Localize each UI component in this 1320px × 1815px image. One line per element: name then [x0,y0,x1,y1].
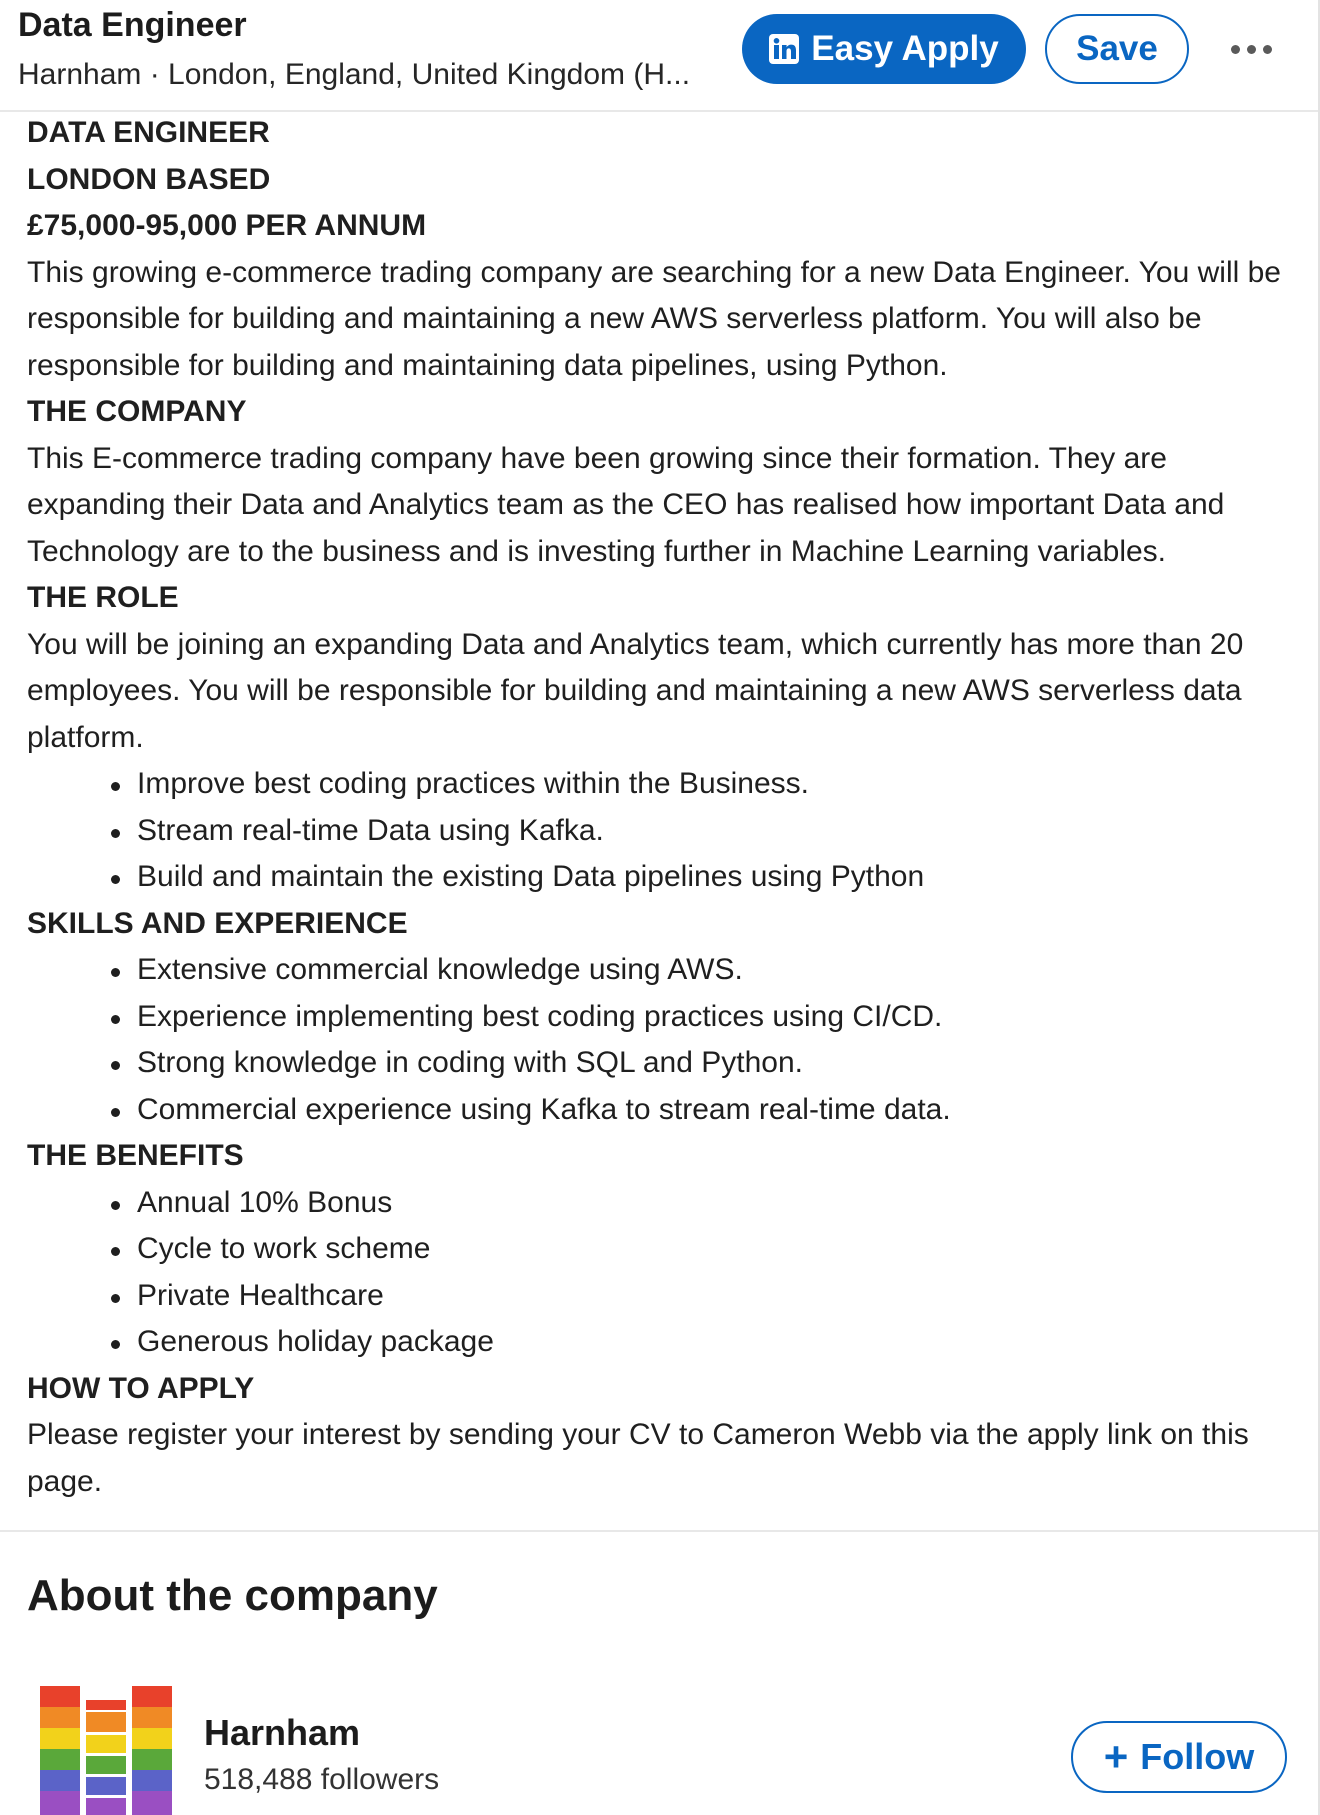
list-item: Experience implementing best coding practices using CI/CD. [137,994,1297,1041]
section-divider [0,1530,1318,1532]
role-heading: THE ROLE [27,581,179,614]
list-item: Generous holiday package [137,1319,1297,1366]
role-paragraph: You will be joining an expanding Data and Analytics team, which currently has more than 20 employees. You will be responsible for building and maintaining a new AWS serverless data platform. [27,627,1244,754]
about-company-title: About the company [27,1571,438,1620]
skills-heading: SKILLS AND EXPERIENCE [27,906,408,940]
apply-paragraph: Please register your interest by sending your CV to Cameron Webb via the apply link on this page. [27,1418,1249,1498]
company-paragraph: This E-commerce trading company have been growing since their formation. They are expanding their Data and Analytics team as the CEO has realised how important Data and Technology are to the business and is investing further in Machine Learning variables. [27,441,1225,568]
benefits-heading: THE BENEFITS [27,1139,244,1172]
company-heading: THE COMPANY [27,395,247,428]
plus-icon: + [1103,1733,1129,1780]
benefits-list [27,1180,1297,1366]
job-header [0,0,1318,112]
more-horizontal-icon [1231,45,1240,54]
easy-apply-label: Easy Apply [811,29,999,68]
heading-location: LONDON BASED [27,162,271,196]
more-options-button[interactable] [1215,18,1287,80]
more-horizontal-icon [1247,45,1256,54]
list-item: Strong knowledge in coding with SQL and Python. [137,1040,1297,1087]
save-button[interactable]: Save [1045,14,1189,84]
harnham-rainbow-logo[interactable] [40,1686,172,1815]
easy-apply-button[interactable] [742,14,1026,84]
role-list [27,761,1297,901]
list-item: Extensive commercial knowledge using AWS. [137,947,1297,994]
job-subtitle: Harnham · London, England, United Kingdom (H... [18,58,691,91]
apply-heading: HOW TO APPLY [27,1371,255,1405]
skills-list [27,947,1297,1133]
heading-title: DATA ENGINEER [27,116,270,149]
list-item: Improve best coding practices within the Business. [137,761,1297,808]
follower-count: 518,488 followers [204,1763,440,1796]
job-description [27,110,1297,1505]
intro-paragraph: This growing e-commerce trading company are searching for a new Data Engineer. You will be responsible for building and maintaining a new AWS serverless platform. You will also be responsible for building and maintaining data pipelines, using Python. [27,255,1281,382]
list-item: Private Healthcare [137,1273,1297,1320]
company-name[interactable]: Harnham [204,1712,361,1753]
follow-label: Follow [1140,1736,1255,1777]
follow-button[interactable] [1071,1721,1287,1793]
heading-salary: £75,000-95,000 PER ANNUM [27,209,427,242]
linkedin-icon [769,34,799,64]
list-item: Stream real-time Data using Kafka. [137,808,1297,855]
more-horizontal-icon [1263,45,1272,54]
list-item: Build and maintain the existing Data pipelines using Python [137,854,1297,901]
list-item: Cycle to work scheme [137,1226,1297,1273]
list-item: Commercial experience using Kafka to stream real-time data. [137,1087,1297,1134]
list-item: Annual 10% Bonus [137,1180,1297,1227]
job-title[interactable]: Data Engineer [18,6,247,44]
